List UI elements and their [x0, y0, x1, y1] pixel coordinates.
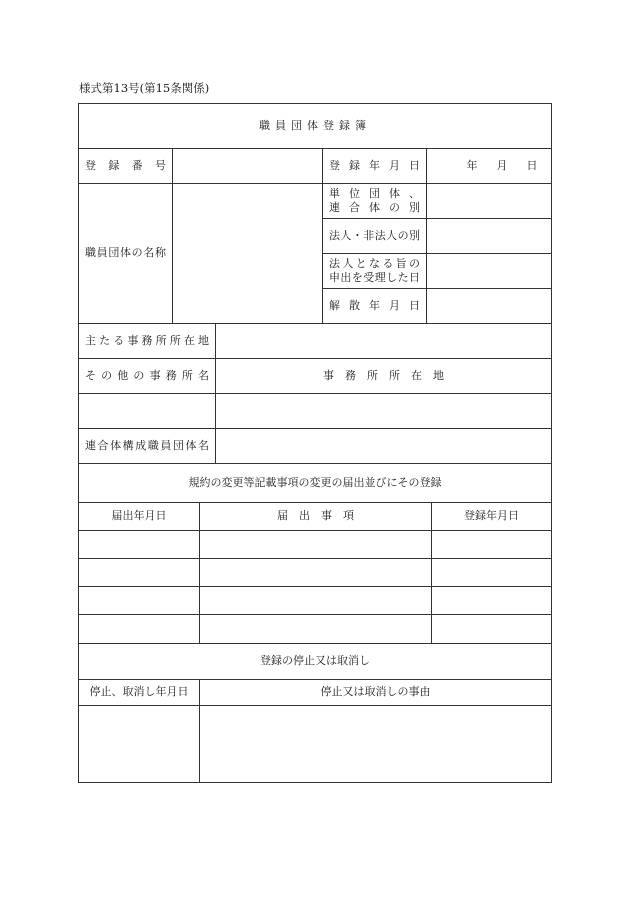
- table-row-cell[interactable]: [431, 558, 552, 587]
- amendments-col-notification-date: 届出年月日: [78, 502, 200, 531]
- corporate-type-field[interactable]: [426, 218, 552, 254]
- dissolution-date-field[interactable]: [426, 288, 552, 324]
- main-office-field[interactable]: [215, 323, 552, 359]
- registration-date-field[interactable]: [426, 148, 552, 184]
- unit-or-federation-label: 単位団体、 連合体の別: [322, 183, 427, 219]
- form-caption: 様式第13号(第15条関係): [79, 81, 210, 95]
- federation-members-field[interactable]: [215, 428, 552, 464]
- table-row-cell[interactable]: [431, 530, 552, 559]
- month-label: 月: [496, 158, 508, 172]
- federation-members-label: 連合体構成職員団体名: [78, 428, 216, 464]
- table-row-cell[interactable]: [78, 558, 200, 587]
- cancellation-col-date: 停止、取消し年月日: [78, 679, 200, 706]
- cancellation-reason-field[interactable]: [199, 705, 552, 783]
- cancellation-col-reason: 停止又は取消しの事由: [199, 679, 552, 706]
- org-name-label: 職員団体の名称: [78, 183, 173, 324]
- table-row-cell[interactable]: [199, 558, 432, 587]
- incorporation-notice-label: 法人となる旨の 申出を受理した日: [322, 253, 427, 289]
- year-label: 年: [466, 158, 478, 172]
- cancellation-section-title: 登録の停止又は取消し: [78, 643, 552, 680]
- table-row-cell[interactable]: [199, 586, 432, 615]
- org-name-field[interactable]: [172, 183, 323, 324]
- unit-or-federation-field[interactable]: [426, 183, 552, 219]
- form-title: 職員団体登録簿: [78, 103, 552, 149]
- incorporation-notice-field[interactable]: [426, 253, 552, 289]
- registration-date-label: 登録年月日: [322, 148, 427, 184]
- dissolution-date-label: 解散年月日: [322, 288, 427, 324]
- other-office-location-field[interactable]: [215, 393, 552, 429]
- table-row-cell[interactable]: [78, 614, 200, 644]
- table-row-cell[interactable]: [199, 530, 432, 559]
- other-office-name-field[interactable]: [78, 393, 216, 429]
- table-row-cell[interactable]: [431, 614, 552, 644]
- registration-number-field[interactable]: [172, 148, 323, 184]
- table-row-cell[interactable]: [199, 614, 432, 644]
- table-row-cell[interactable]: [431, 586, 552, 615]
- amendments-col-notified-matters: 届 出 事 項: [199, 502, 432, 531]
- main-office-label: 主たる事務所所在地: [78, 323, 216, 359]
- registry-form: [78, 103, 552, 783]
- table-row-cell[interactable]: [78, 530, 200, 559]
- amendments-section-title: 規約の変更等記載事項の変更の届出並びにその登録: [78, 463, 552, 503]
- day-label: 日: [526, 158, 538, 172]
- corporate-type-label: 法人・非法人の別: [322, 218, 427, 254]
- office-location-header: 事 務 所 所 在 地: [215, 358, 552, 394]
- table-row-cell[interactable]: [78, 586, 200, 615]
- cancellation-date-field[interactable]: [78, 705, 200, 783]
- other-offices-label: その他の事務所名: [78, 358, 216, 394]
- amendments-col-registration-date: 登録年月日: [431, 502, 552, 531]
- registration-number-label: 登 録 番 号: [78, 148, 173, 184]
